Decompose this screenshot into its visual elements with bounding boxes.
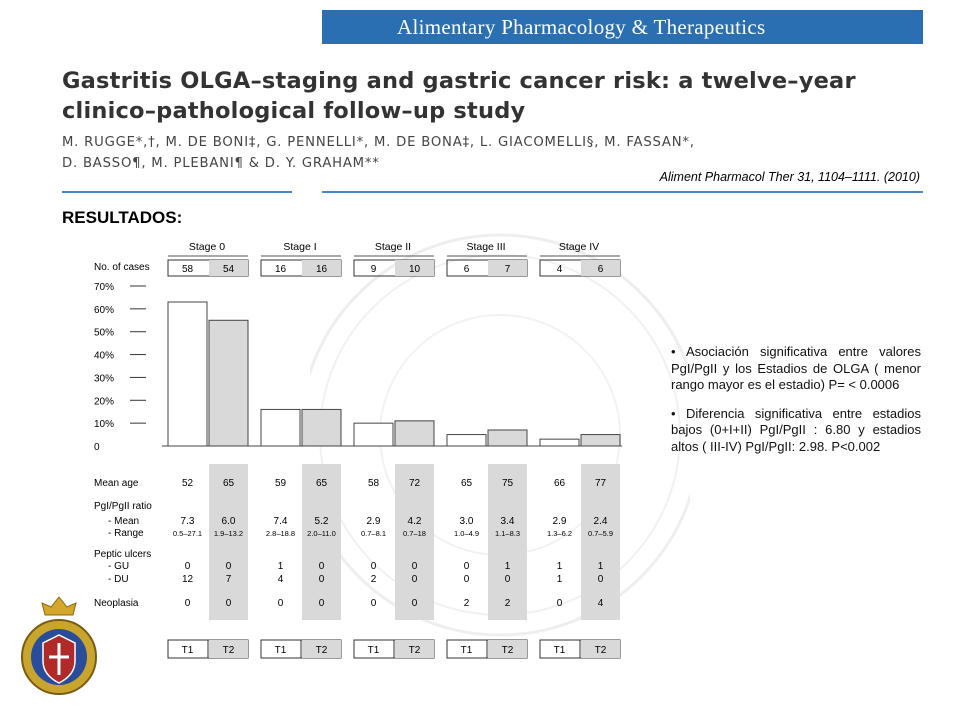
ratio_mean-t1-value: 3.0 (459, 516, 474, 527)
paper-title (62, 66, 932, 126)
bar-t1 (447, 435, 486, 446)
ratio_mean-t1-value: 2.9 (366, 516, 381, 527)
du-t1-value: 12 (181, 574, 194, 585)
bar-t1 (354, 423, 393, 446)
mean_age-t2-value: 65 (222, 478, 235, 489)
cases-t2-value: 7 (504, 264, 511, 275)
authors-line-1: M. RUGGE*,†, M. DE BONI‡, G. PENNELLI*, M. DE BONA‡, L. GIACOMELLI§, M. FASSAN*, (62, 135, 695, 150)
ratio_range-t2-value: 1.9–13.2 (213, 529, 244, 538)
title-line-1: Gastritis OLGA–staging and gastric cancer risk: a twelve–year (62, 68, 856, 94)
mean_age-t2-value: 75 (501, 478, 514, 489)
ratio_range-t1-value: 1.3–6.2 (546, 529, 573, 538)
row-label-cases: No. of cases (94, 262, 150, 273)
footer-t1-label: T1 (367, 645, 380, 656)
neoplasia-t1-value: 0 (184, 598, 191, 609)
footer-t2-label: T2 (222, 645, 235, 656)
row-label: - Range (108, 528, 144, 539)
gu-t1-value: 1 (277, 561, 284, 572)
stage-label: Stage II (374, 241, 412, 253)
row-label: - Mean (108, 516, 140, 527)
y-tick-label: 50% (94, 327, 115, 339)
footer-t2-label: T2 (315, 645, 328, 656)
gu-t2-value: 0 (225, 561, 232, 572)
bar-t1 (168, 302, 207, 446)
row-label: Neoplasia (94, 598, 139, 609)
cases-t2-value: 54 (222, 264, 235, 275)
finding-item-1: • Asociación significativa entre valores PgI/PgII y los Estadios de OLGA ( menor rango mayor es el estadio) P= < 0.0006 (671, 344, 921, 392)
mean_age-t2-value: 72 (408, 478, 421, 489)
ratio_mean-t1-value: 2.9 (552, 516, 567, 527)
du-t2-value: 0 (318, 574, 325, 585)
ratio_range-t2-value: 1.1–8.3 (494, 529, 521, 538)
gu-t1-value: 1 (556, 561, 563, 572)
neoplasia-t2-value: 0 (225, 598, 232, 609)
neoplasia-t2-value: 0 (318, 598, 325, 609)
neoplasia-t2-value: 4 (597, 598, 604, 609)
ratio_mean-t2-value: 5.2 (314, 516, 329, 527)
mean_age-t1-value: 66 (553, 478, 566, 489)
divider-right (322, 191, 923, 193)
neoplasia-t2-value: 2 (504, 598, 511, 609)
gu-t2-value: 1 (504, 561, 511, 572)
y-tick-label: 0 (94, 442, 100, 453)
bar-t2 (209, 320, 248, 446)
row-label: - GU (108, 561, 130, 572)
bar-t1 (540, 439, 579, 446)
olga-stage-figure (92, 236, 622, 662)
neoplasia-t1-value: 0 (556, 598, 563, 609)
footer-t2-label: T2 (501, 645, 514, 656)
du-t2-value: 7 (225, 574, 232, 585)
neoplasia-t1-value: 0 (277, 598, 284, 609)
ratio_range-t2-value: 0.7–18 (403, 529, 426, 538)
ratio_mean-t2-value: 2.4 (593, 516, 608, 527)
stage-label: Stage III (466, 241, 506, 253)
y-tick-label: 10% (94, 419, 115, 431)
ratio_mean-t2-value: 3.4 (500, 516, 515, 527)
ratio_range-t2-value: 2.0–11.0 (307, 529, 336, 538)
ratio_mean-t2-value: 6.0 (221, 516, 236, 527)
gu-t1-value: 0 (184, 561, 191, 572)
neoplasia-t1-value: 2 (463, 598, 470, 609)
ratio_mean-t2-value: 4.2 (407, 516, 422, 527)
du-t1-value: 2 (370, 574, 377, 585)
author-list (62, 132, 942, 174)
neoplasia-t2-value: 0 (411, 598, 418, 609)
neoplasia-t1-value: 0 (370, 598, 377, 609)
cases-t2-value: 10 (408, 264, 421, 275)
gu-t2-value: 0 (411, 561, 418, 572)
citation: Aliment Pharmacol Ther 31, 1104–1111. (2010) (659, 170, 920, 184)
gu-t2-value: 1 (597, 561, 604, 572)
stage-label: Stage IV (558, 241, 600, 253)
university-crest-logo (18, 595, 100, 705)
du-t2-value: 0 (597, 574, 604, 585)
y-tick-label: 40% (94, 350, 115, 362)
y-tick-label: 20% (94, 396, 115, 408)
mean_age-t1-value: 65 (460, 478, 473, 489)
du-t1-value: 4 (277, 574, 284, 585)
ratio_range-t1-value: 1.0–4.9 (453, 529, 480, 538)
gu-t1-value: 0 (463, 561, 470, 572)
divider-left (62, 191, 292, 193)
title-line-2: clinico–pathological follow–up study (62, 98, 526, 124)
bar-t2 (302, 409, 341, 446)
row-label: Mean age (94, 478, 139, 489)
mean_age-t1-value: 59 (274, 478, 287, 489)
footer-t1-label: T1 (553, 645, 566, 656)
ratio_range-t1-value: 2.8–18.8 (265, 529, 296, 538)
findings-list (671, 344, 921, 467)
ratio_range-t2-value: 0.7–5.9 (587, 529, 614, 538)
stage-label: Stage 0 (188, 241, 226, 253)
journal-banner: Alimentary Pharmacology & Therapeutics (322, 10, 923, 44)
ratio_mean-t1-value: 7.3 (180, 516, 195, 527)
cases-t2-value: 16 (315, 264, 328, 275)
footer-t1-label: T1 (460, 645, 473, 656)
gu-t2-value: 0 (318, 561, 325, 572)
ratio_range-t1-value: 0.7–8.1 (360, 529, 387, 538)
ratio_mean-t1-value: 7.4 (273, 516, 288, 527)
row-label: PgI/PgII ratio (94, 501, 152, 512)
du-t1-value: 1 (556, 574, 563, 585)
section-heading: RESULTADOS: (62, 208, 183, 227)
cases-t1-value: 6 (463, 264, 470, 275)
mean_age-t2-value: 77 (594, 478, 607, 489)
stage-label: Stage I (283, 241, 317, 253)
cases-t1-value: 58 (181, 264, 194, 275)
authors-line-2: D. BASSO¶, M. PLEBANI¶ & D. Y. GRAHAM** (62, 156, 380, 171)
ratio_range-t1-value: 0.5–27.1 (172, 529, 203, 538)
row-label: - DU (108, 574, 129, 585)
du-t2-value: 0 (504, 574, 511, 585)
cases-t1-value: 16 (274, 264, 287, 275)
cases-t1-value: 9 (370, 264, 377, 275)
bar-t2 (488, 430, 527, 446)
bar-t2 (395, 421, 434, 446)
bar-t1 (261, 409, 300, 446)
finding-item-2: • Diferencia significativa entre estadios bajos (0+I+II) PgI/PgII : 6.80 y estadios altos ( III-IV) PgI/PgII: 2.98. P<0.002 (671, 405, 921, 454)
y-tick-label: 70% (94, 282, 115, 293)
cases-t2-value: 6 (597, 264, 604, 275)
gu-t1-value: 0 (370, 561, 377, 572)
footer-t2-label: T2 (408, 645, 421, 656)
cases-t1-value: 4 (556, 264, 563, 275)
mean_age-t2-value: 65 (315, 478, 328, 489)
bar-t2 (581, 435, 620, 446)
y-tick-label: 60% (94, 304, 115, 316)
row-label: Peptic ulcers (94, 549, 152, 560)
footer-t1-label: T1 (274, 645, 287, 656)
du-t1-value: 0 (463, 574, 470, 585)
footer-t1-label: T1 (181, 645, 194, 656)
du-t2-value: 0 (411, 574, 418, 585)
footer-t2-label: T2 (594, 645, 607, 656)
y-tick-label: 30% (94, 373, 115, 385)
mean_age-t1-value: 58 (367, 478, 380, 489)
mean_age-t1-value: 52 (181, 478, 194, 489)
